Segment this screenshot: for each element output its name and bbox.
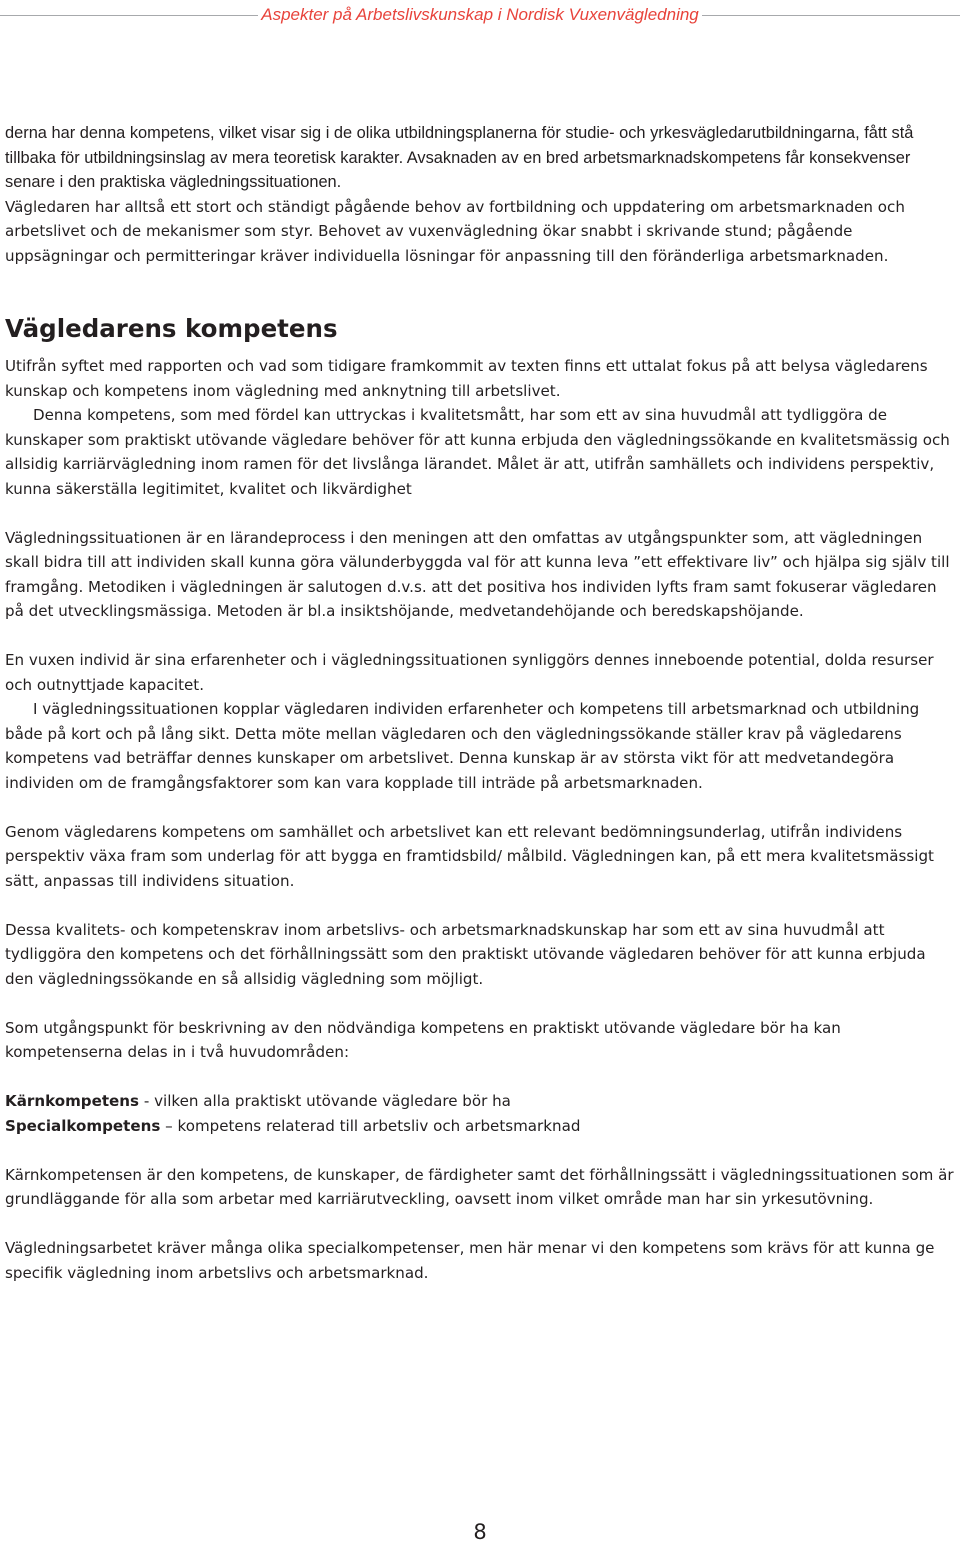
definition-text: - vilken alla praktiskt utövande vägledare bör ha [139,1092,511,1110]
section-paragraph-8: Som utgångspunkt för beskrivning av den nödvändiga kompetens en praktiskt utövande vägledare bör ha kan kompetenserna delas in i två huvudområden: [5,1018,841,1061]
section-paragraph-1: Utifrån syftet med rapporten och vad som tidigare framkommit av texten finns ett uttalat fokus på att belysa vägledarens kunskap och kompetens inom vägledning med anknytning till arbetslivet. [5,357,928,400]
intro-paragraph-2-part-1: Vägledaren har alltså ett stort och ständigt pågående behov av fortbildning och uppdatering om arbetsmarknaden och arbetslivet och de mekanismer som styr. [5,197,905,240]
definition-term: Kärnkompetens [5,1092,140,1110]
header-rule-right [702,15,960,16]
definition-text: – kompetens relaterad till arbetsliv och arbetsmarknad [160,1116,581,1135]
section-paragraph-6: Genom vägledarens kompetens om samhället och arbetslivet kan ett relevant bedömningsunderlag, utifrån individens perspektiv växa fram som underlag för att bygga en framtidsbild/ målbild. Vägledningen kan, på ett mera kvalitetsmässigt sätt, anpassas till individens situation. [5,822,934,890]
section-paragraph-5: I vägledningssituationen kopplar vägledaren individen erfarenheter och kompetens till arbetsmarknad och utbildning både på kort och på lång sikt. Detta möte mellan vägledaren och den vägledningssökande ställer krav på vägledarens kompetens vad beträffar dennes kunskaper om arbetslivet. Denna kunskap är av största vikt för att medvetandegöra individen om de framgångsfaktorer som kan vara kopplade till inträde på arbetsmarknaden. [5,700,920,792]
definition-item [5,1114,955,1139]
running-header [0,3,960,27]
header-rule-left [0,15,258,16]
section-paragraph-10: Vägledningsarbetet kräver många olika specialkompetenser, men här menar vi den kompetens som krävs för att kunna ge specifik vägledning inom arbetslivs och arbetsmarknad. [5,1239,935,1282]
definition-term: Specialkompetens [5,1116,161,1135]
section-paragraph-7: Dessa kvalitets- och kompetenskrav inom arbetslivs- och arbetsmarknadskunskap har som ett av sina huvudmål att tydliggöra den kompetens och det förhållningssätt som den praktiskt utövande vägledaren behöver för att kunna erbjuda den vägledningssökande en så allsidig vägledning som möjligt. [5,920,926,988]
page-body [5,121,955,1285]
section-heading: Vägledarens kompetens [5,314,338,343]
intro-paragraph-2-part-2: Behovet av vuxenvägledning ökar snabbt i skrivande stund; pågående uppsägningar och permitteringar kräver individuella lösningar för anpassning till den föränderliga arbetsmarknaden. [5,222,889,265]
page-number: 8 [473,1520,487,1544]
section-paragraph-2: Denna kompetens, som med fördel kan uttryckas i kvalitetsmått, har som ett av sina huvudmål att tydliggöra de kunskaper som praktiskt utövande vägledare behöver för att kunna erbjuda den vägledningssökande en kvalitetsmässig och allsidig karriärvägledning inom ramen för det livslånga lärandet. Målet är att, utifrån samhällets och individens perspektiv, kunna säkerställa legitimitet, kvalitet och likvärdighet [5,406,950,498]
intro-paragraph-2 [5,195,955,269]
definition-item [5,1089,955,1114]
intro-paragraph-1: derna har denna kompetens, vilket visar sig i de olika utbildningsplanerna för studie- och yrkesvägledarutbildningarna, fått stå tillbaka för utbildningsinslag av mera teoretisk karakter. Avsaknaden av en bred arbetsmarknadskompetens får konsekvenser senare i den praktiska vägledningssituationen. [5,124,914,191]
definition-list [5,1089,955,1138]
section-paragraph-9: Kärnkompetensen är den kompetens, de kunskaper, de färdigheter samt det förhållningssätt i vägledningssituationen som är grundläggande för alla som arbetar med karriärutveckling, oavsett inom vilket område man har sin yrkesutövning. [5,1165,954,1208]
section-paragraph-3: Vägledningssituationen är en lärandeprocess i den meningen att den omfattas av utgångspunkter som, att vägledningen skall bidra till att individen skall kunna göra välunderbyggda val för att kunna leva ”ett effektivare liv” och hjälpa sig själv till framgång. Metodiken i vägledningen är salutogen d.v.s. att det positiva hos individen lyfts fram samt fokuserar vägledaren på det utvecklingsmässiga. Metoden är bl.a insiktshöjande, medvetandehöjande och beredskapshöjande. [5,528,950,620]
header-title: Aspekter på Arbetslivskunskap i Nordisk Vuxenvägledning [261,5,699,24]
section-paragraph-4: En vuxen individ är sina erfarenheter och i vägledningssituationen synliggörs dennes inneboende potential, dolda resurser och outnyttjade kapacitet. [5,651,934,694]
